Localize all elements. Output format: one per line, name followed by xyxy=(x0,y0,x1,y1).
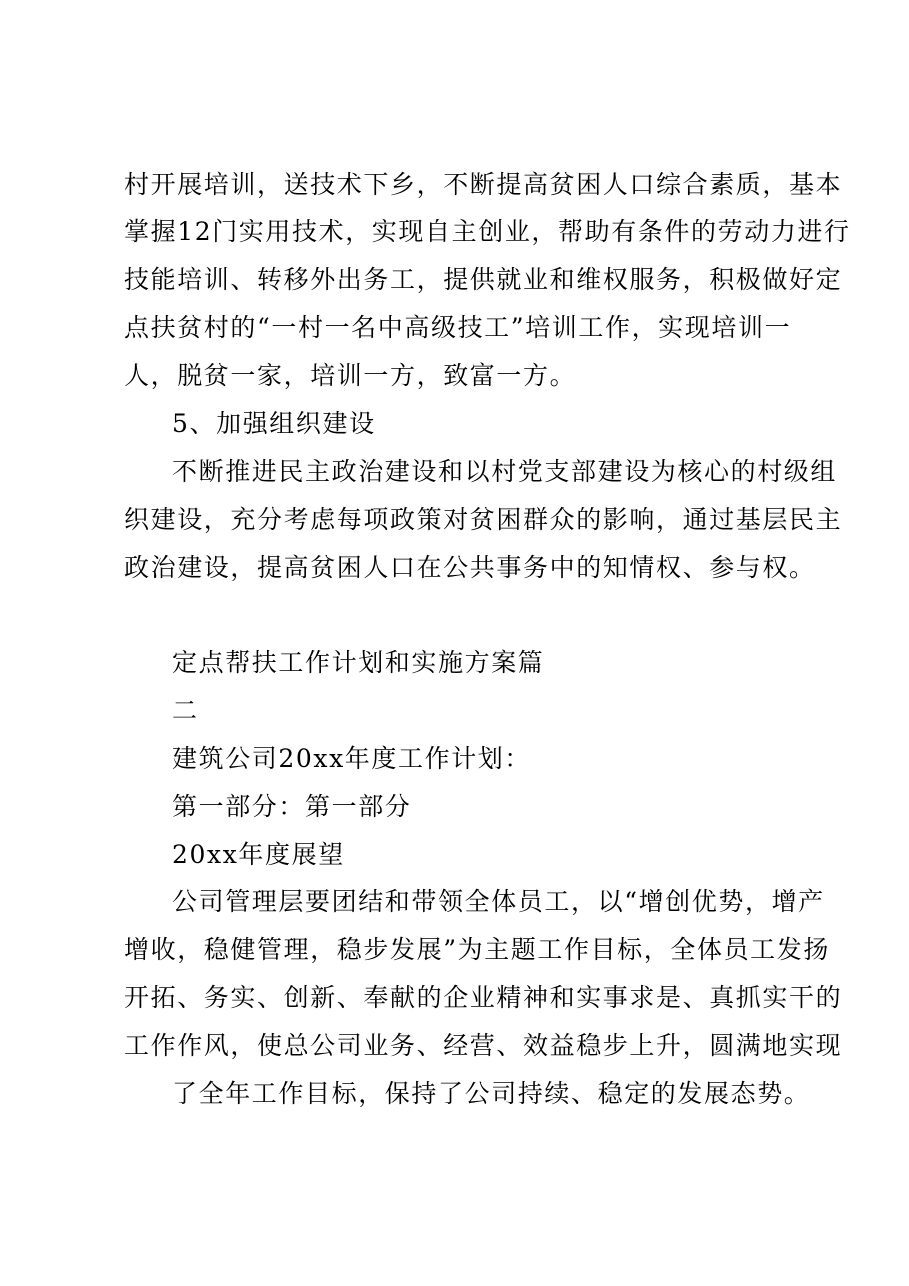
text-line: 工作作风，使总公司业务、经营、效益稳步上升，圆满地实现 xyxy=(124,1031,843,1060)
text-line: 掌握12门实用技术，实现自主创业，帮助有条件的劳动力进行 xyxy=(124,217,851,246)
text-line: 公司管理层要团结和带领全体员工，以“增创优势，增产 xyxy=(172,887,825,916)
outlook-heading: 20xx年度展望 xyxy=(172,840,345,869)
text-line: 点扶贫村的“一村一名中高级技工”培训工作，实现培训一 xyxy=(124,313,792,342)
text-line: 了全年工作目标，保持了公司持续、稳定的发展态势。 xyxy=(172,1079,811,1108)
section-heading: 5、加强组织建设 xyxy=(172,409,376,438)
part-heading: 第一部分：第一部分 xyxy=(172,792,412,821)
text-line: 织建设，充分考虑每项政策对贫困群众的影响，通过基层民主 xyxy=(124,505,843,534)
text-line: 人，脱贫一家，培训一方，致富一方。 xyxy=(124,361,577,390)
text-line: 不断推进民主政治建设和以村党支部建设为核心的村级组 xyxy=(172,457,838,486)
text-line: 增收，稳健管理，稳步发展”为主题工作目标，全体员工发扬 xyxy=(124,935,830,964)
article-title-suffix: 二 xyxy=(172,696,199,725)
plan-title: 建筑公司20xx年度工作计划： xyxy=(172,744,532,773)
text-line: 政治建设，提高贫困人口在公共事务中的知情权、参与权。 xyxy=(124,553,816,582)
article-title: 定点帮扶工作计划和实施方案篇 xyxy=(172,648,545,677)
text-line: 村开展培训，送技术下乡，不断提高贫困人口综合素质，基本 xyxy=(124,170,843,199)
text-line: 技能培训、转移外出务工，提供就业和维权服务，积极做好定 xyxy=(124,265,843,294)
text-line: 开拓、务实、创新、奉献的企业精神和实事求是、真抓实干的 xyxy=(124,983,843,1012)
